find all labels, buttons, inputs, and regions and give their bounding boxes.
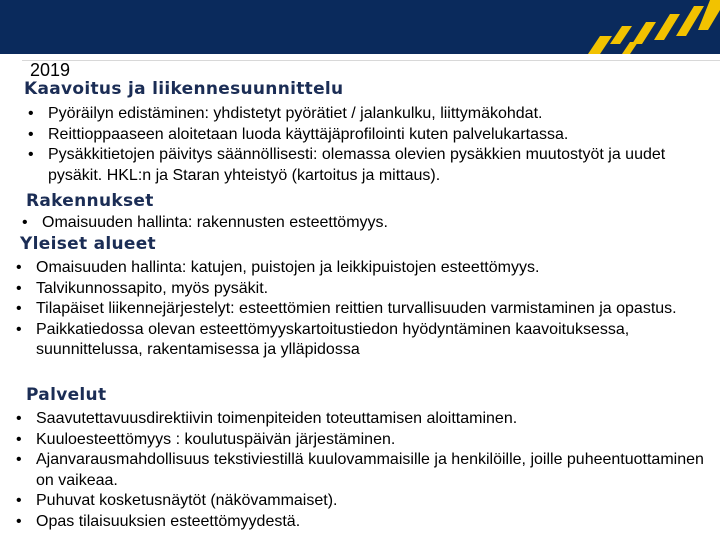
slide-year: 2019 bbox=[30, 60, 71, 80]
list-kaavoitus bbox=[26, 104, 706, 186]
list-item: • Opas tilaisuuksien esteettömyydestä. bbox=[14, 512, 704, 533]
list-item: • Pysäkkitietojen päivitys säännöllisesti: olemassa olevien pysäkkien muutostyöt ja uudet pysäkit. HKL:n ja Staran yhteistyö (kartoitus ja mittaus). bbox=[26, 145, 706, 186]
list-yleiset-alueet bbox=[14, 258, 704, 361]
list-item: • Saavutettavuusdirektiivin toimenpiteiden toteuttamisen aloittaminen. bbox=[14, 409, 704, 430]
list-item: • Puhuvat kosketusnäytöt (näkövammaiset). bbox=[14, 491, 704, 512]
header-banner bbox=[0, 0, 720, 54]
list-item: • Omaisuuden hallinta: katujen, puistojen ja leikkipuistojen esteettömyys. bbox=[14, 258, 704, 279]
list-item: • Kuuloesteettömyys : koulutuspäivän järjestäminen. bbox=[14, 430, 704, 451]
list-item: • Reittioppaaseen aloitetaan luoda käyttäjäprofilointi kuten palvelukartassa. bbox=[26, 125, 706, 146]
list-rakennukset bbox=[20, 213, 700, 234]
list-item: • Paikkatiedossa olevan esteettömyyskartoitustiedon hyödyntäminen kaavoituksessa, suunnittelussa, rakentamisessa ja ylläpidossa bbox=[14, 320, 704, 361]
list-item: • Talvikunnossapito, myös pysäkit. bbox=[14, 279, 704, 300]
heading-yleiset-alueet: Yleiset alueet bbox=[20, 234, 156, 254]
heading-palvelut: Palvelut bbox=[26, 385, 107, 405]
heading-kaavoitus: Kaavoitus ja liikennesuunnittelu bbox=[24, 79, 344, 99]
list-item: • Omaisuuden hallinta: rakennusten esteettömyys. bbox=[20, 213, 700, 234]
header-rule bbox=[22, 60, 720, 61]
list-palvelut bbox=[14, 409, 704, 532]
list-item: • Pyöräilyn edistäminen: yhdistetyt pyörätiet / jalankulku, liittymäkohdat. bbox=[26, 104, 706, 125]
heading-rakennukset: Rakennukset bbox=[26, 191, 154, 211]
list-item: • Ajanvarausmahdollisuus tekstiviestillä kuulovammaisille ja henkilöille, joille puheentuottaminen on vaikeaa. bbox=[14, 450, 704, 491]
stripes-decoration-icon bbox=[560, 0, 720, 54]
list-item: • Tilapäiset liikennejärjestelyt: esteettömien reittien turvallisuuden varmistaminen ja opastus. bbox=[14, 299, 704, 320]
